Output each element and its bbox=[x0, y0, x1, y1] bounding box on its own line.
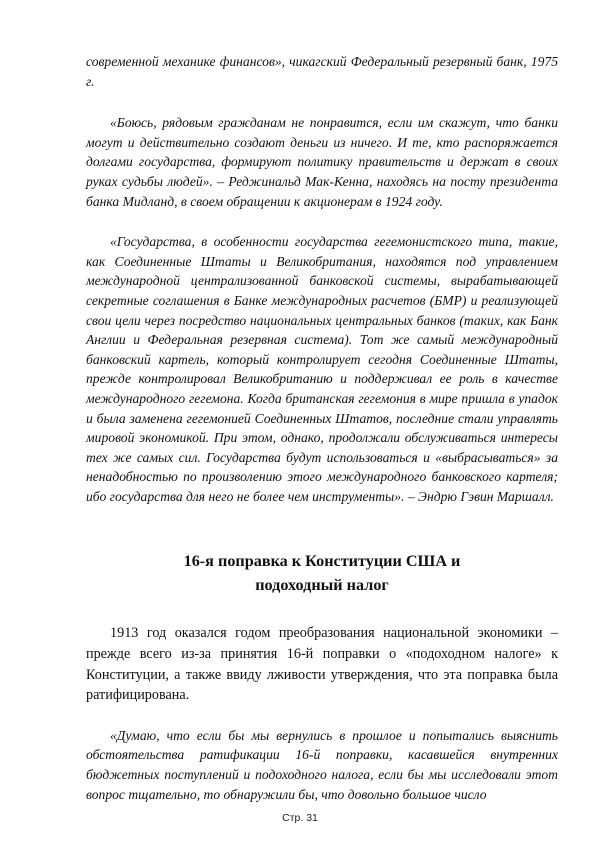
section-heading-line-1: 16-я поправка к Конституции США и bbox=[183, 552, 461, 571]
quote-continuation: современной механике финансов», чикагский Федеральный резервный банк, 1975 г. bbox=[86, 54, 558, 89]
page-number: Стр. 31 bbox=[282, 812, 318, 824]
page-content bbox=[86, 52, 558, 804]
section-heading bbox=[86, 549, 558, 597]
quote-ratification: «Думаю, что если бы мы вернулись в прошлое и попытались выяснить обстоятельства ратификации 16-й поправки, касавшейся внутренних бюджетных поступлений и подоходного налога, если бы мы исследовали этот вопрос тщательно, то обнаружили бы, что довольно большое число bbox=[86, 727, 558, 802]
section-heading-line-2: подоходный налог bbox=[255, 576, 389, 595]
quote-marshall: «Государства, в особенности государства гегемонистского типа, такие, как Соединенные Штаты и Великобритания, находятся под управлением международной централизованной банковской системы, вырабатывающей секретные соглашения в Банке международных расчетов (БМР) и реализующей свои цели через посредство национальных центральных банков (таких, как Банк Англии и Федеральная резервная система). Тот же самый международный банковский картель, который контролирует сегодня Соединенные Штаты, прежде контролировал Великобританию и поддерживал ее роль в качестве международного гегемона. Когда британская гегемония в мире пришла в упадок и была заменена гегемонией Соединенных Штатов, последние стали управлять мировой экономикой. При этом, однако, продолжали обслуживаться интересы тех же самых сил. Государства будут использоваться и «выбрасываться» за ненадобностью по произволению этого международного банковского картеля; ибо государства для него не более чем инструменты». – Эндрю Гэвин Маршалл. bbox=[86, 234, 558, 504]
quote-mckenna: «Боюсь, рядовым гражданам не понравится, если им скажут, что банки могут и действительно создают деньги из ничего. И те, кто распоряжается долгами государства, формируют политику правительств и держат в своих руках судьбы людей». – Реджинальд Мак-Кенна, находясь на посту президента банка Мидланд, в своем обращении к акционерам в 1924 году. bbox=[86, 115, 558, 209]
body-paragraph: 1913 год оказался годом преобразования национальной экономики – прежде всего из-за принятия 16-й поправки о «подоходном налоге» к Конституции, а также ввиду лживости утверждения, что эта поправка была ратифицирована. bbox=[86, 625, 558, 704]
